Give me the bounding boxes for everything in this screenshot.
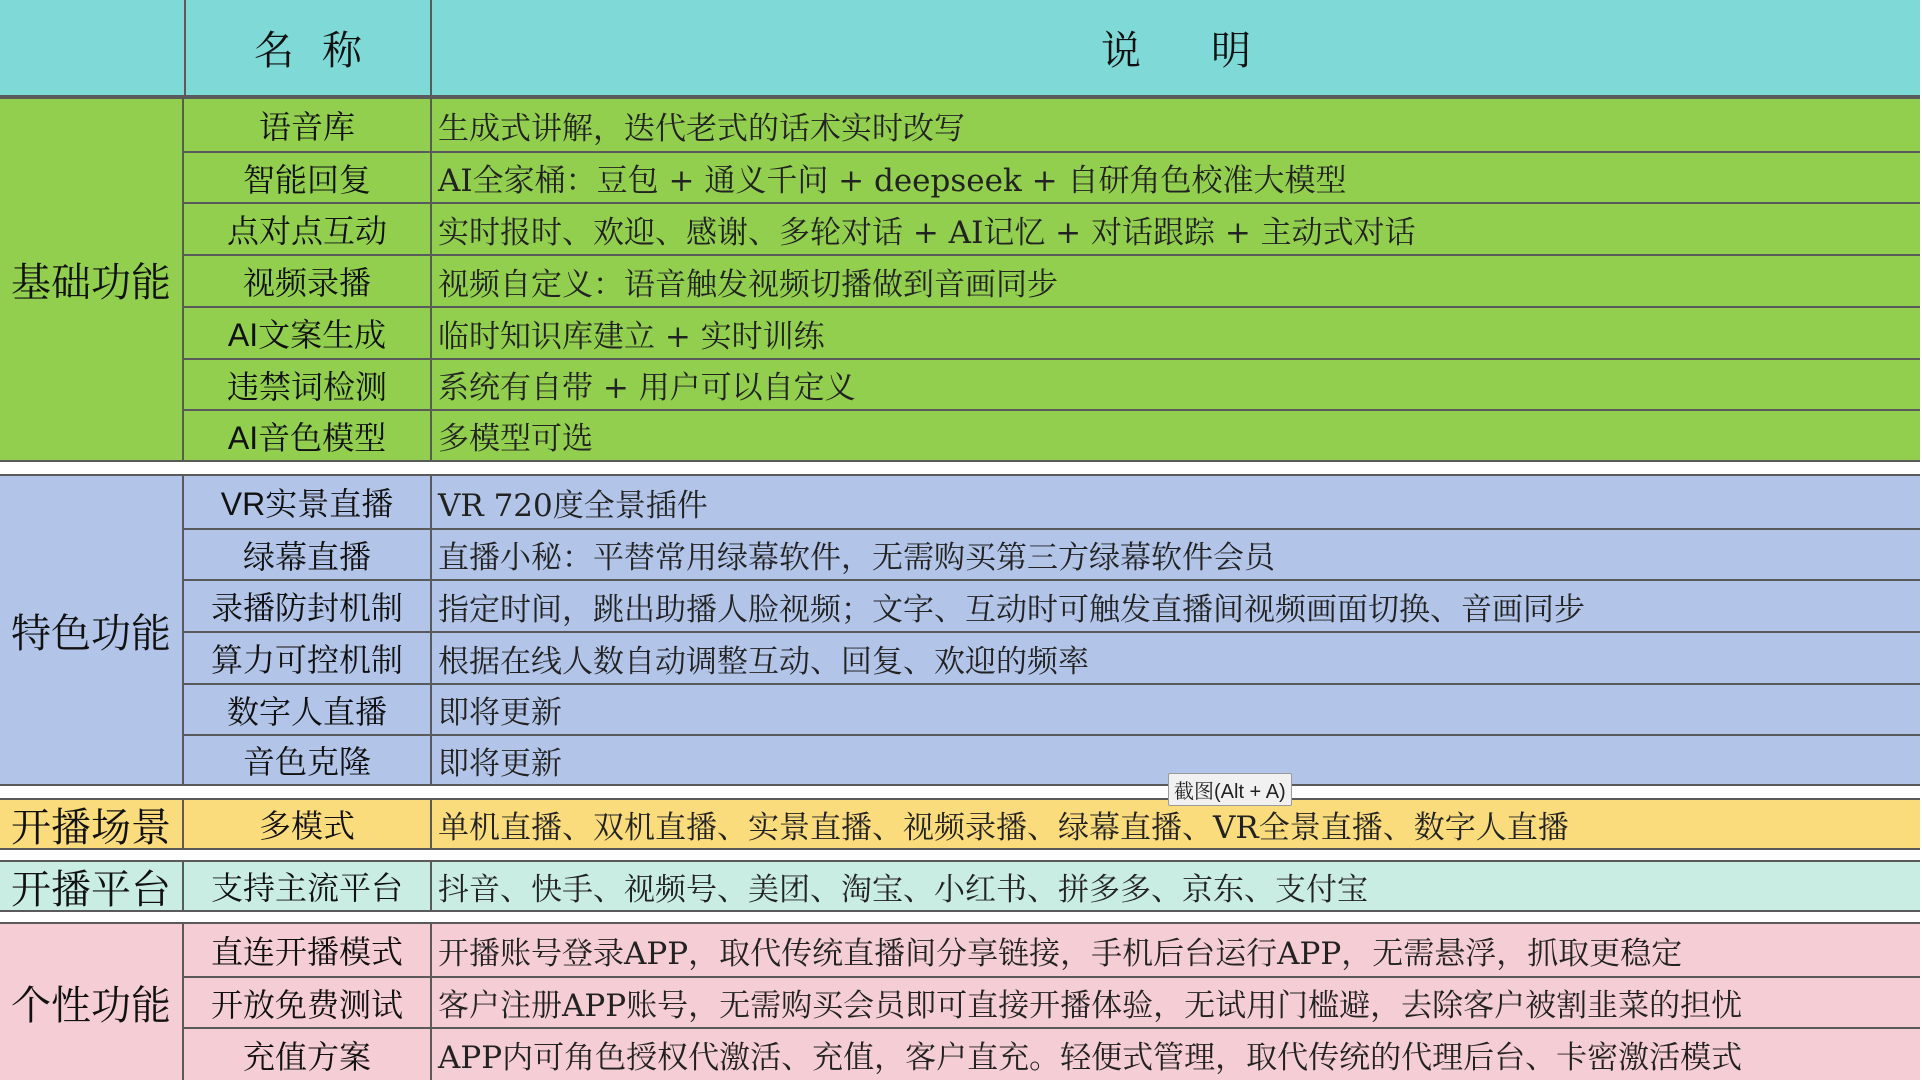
group-personal [0, 922, 1920, 1080]
row-name: 多模式 [184, 800, 432, 848]
group-name: 特色功能 [0, 476, 184, 784]
table-row [184, 734, 1920, 784]
row-name: 音色克隆 [184, 736, 432, 784]
row-desc: 抖音、快手、视频号、美团、淘宝、小红书、拼多多、京东、支付宝 [438, 871, 1368, 908]
row-name: VR实景直播 [184, 476, 432, 528]
row-desc: 临时知识库建立 + 实时训练 [438, 318, 825, 355]
table-row [184, 306, 1920, 358]
group-name: 个性功能 [0, 924, 184, 1080]
row-name: 绿幕直播 [184, 530, 432, 579]
table-row [184, 151, 1920, 202]
row-name: AI文案生成 [184, 308, 432, 358]
table-header [0, 0, 1920, 97]
row-desc: 指定时间，跳出助播人脸视频；文字、互动时可触发直播间视频画面切换、音画同步 [438, 591, 1585, 628]
row-desc: 根据在线人数自动调整互动、回复、欢迎的频率 [438, 643, 1089, 680]
table-row [184, 862, 1920, 910]
table-row [184, 976, 1920, 1027]
row-name: 支持主流平台 [184, 862, 432, 910]
screenshot-tooltip: 截图(Alt + A) [1168, 773, 1292, 806]
group-feature [0, 474, 1920, 786]
row-name: 数字人直播 [184, 685, 432, 734]
group-basic [0, 97, 1920, 462]
group-name: 开播平台 [0, 862, 184, 910]
table-row [184, 528, 1920, 579]
group-platform [0, 860, 1920, 912]
table-row [184, 202, 1920, 254]
table-row [184, 631, 1920, 683]
row-desc: AI全家桶：豆包 + 通义千问 + deepseek + 自研角色校准大模型 [438, 163, 1347, 199]
row-desc: 多模型可选 [438, 421, 593, 457]
row-name: 直连开播模式 [184, 924, 432, 976]
table-row [184, 683, 1920, 734]
row-desc: 客户注册APP账号，无需购买会员即可直接开播体验，无试用门槛避，去除客户被割韭菜的担忧 [438, 988, 1743, 1024]
row-name: 开放免费测试 [184, 978, 432, 1027]
row-name: AI音色模型 [184, 411, 432, 460]
row-name: 录播防封机制 [184, 581, 432, 631]
row-name: 智能回复 [184, 153, 432, 202]
table-row [184, 99, 1920, 151]
table-row [184, 409, 1920, 460]
row-name: 充值方案 [184, 1029, 432, 1080]
table-row [184, 254, 1920, 306]
table-row [184, 476, 1920, 528]
row-desc: 生成式讲解，迭代老式的话术实时改写 [438, 110, 965, 147]
row-name: 算力可控机制 [184, 633, 432, 683]
row-desc: 直播小秘：平替常用绿幕软件，无需购买第三方绿幕软件会员 [438, 540, 1275, 576]
row-desc: 单机直播、双机直播、实景直播、视频录播、绿幕直播、VR全景直播、数字人直播 [438, 809, 1569, 846]
row-name: 视频录播 [184, 256, 432, 306]
row-desc: 即将更新 [438, 745, 562, 782]
row-desc: 系统有自带 + 用户可以自定义 [438, 370, 856, 406]
group-scene [0, 798, 1920, 850]
header-name-col: 名称 [184, 0, 432, 95]
table-row [184, 800, 1920, 848]
row-desc: APP内可角色授权代激活、充值，客户直充。轻便式管理，取代传统的代理后台、卡密激活模式 [438, 1040, 1743, 1076]
table-row [184, 924, 1920, 976]
row-name: 违禁词检测 [184, 360, 432, 409]
row-desc: 实时报时、欢迎、感谢、多轮对话 + AI记忆 + 对话跟踪 + 主动式对话 [438, 214, 1416, 251]
row-desc: VR 720度全景插件 [438, 487, 708, 524]
group-name: 开播场景 [0, 800, 184, 848]
header-desc-col: 说明 [1101, 28, 1321, 74]
row-desc: 开播账号登录APP，取代传统直播间分享链接，手机后台运行APP，无需悬浮，抓取更稳定 [438, 935, 1683, 972]
group-name: 基础功能 [0, 99, 184, 460]
table-row [184, 579, 1920, 631]
row-name: 点对点互动 [184, 204, 432, 254]
table-row [184, 1027, 1920, 1080]
table-row [184, 358, 1920, 409]
row-desc: 即将更新 [438, 695, 562, 731]
row-name: 语音库 [184, 99, 432, 151]
row-desc: 视频自定义：语音触发视频切播做到音画同步 [438, 266, 1058, 303]
